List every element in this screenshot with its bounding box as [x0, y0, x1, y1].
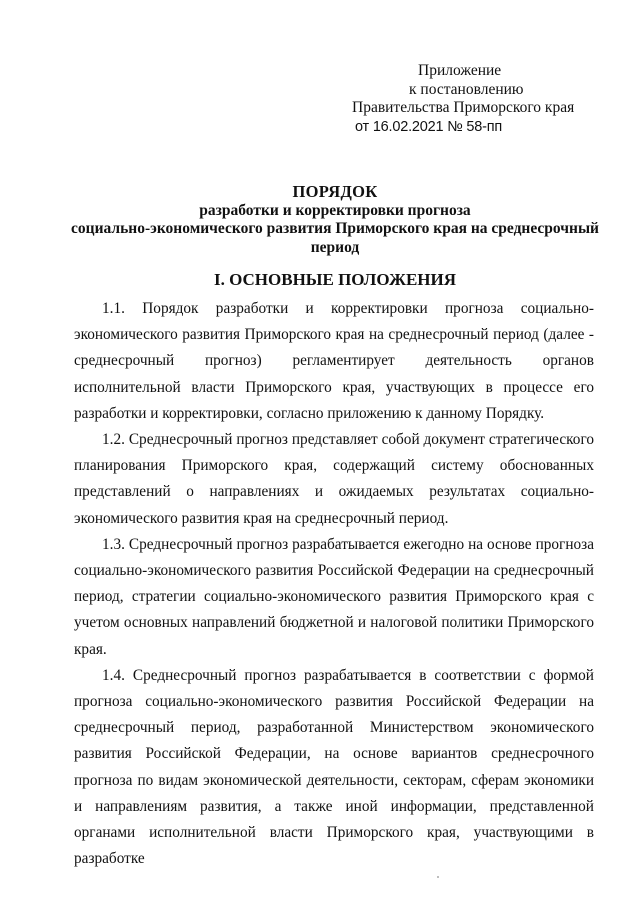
title-sub-3: период [310, 238, 360, 256]
document-body [74, 296, 594, 872]
appendix-resolution: к постановлению [409, 80, 524, 98]
scan-speck [437, 876, 439, 878]
section-heading: I. ОСНОВНЫЕ ПОЛОЖЕНИЯ [213, 270, 457, 289]
title-main: ПОРЯДОК [292, 182, 378, 201]
appendix-date-number: от 16.02.2021 № 58-пп [355, 118, 503, 135]
appendix-label: Приложение [418, 62, 502, 79]
paragraph-1-1: 1.1. Порядок разработки и корректировки прогноза социально-экономического развития Приморского края на среднесрочный период (далее - среднесрочный прогноз) регламентирует деятельность органов исполнительной власти Приморского края, участвующих в процессе его разработки и корректировки, согласно приложению к данному Порядку. [74, 300, 594, 422]
title-sub-2: социально-экономического развития Приморского края на среднесрочный [71, 220, 599, 237]
title-sub-1: разработки и корректировки прогноза [199, 201, 471, 219]
paragraph-1-2: 1.2. Среднесрочный прогноз представляет собой документ стратегического планирования Приморского края, содержащий систему обоснованных представлений о направлениях и ожидаемых результатах социально-экономического развития края на среднесрочный период. [74, 431, 594, 527]
paragraph-1-3: 1.3. Среднесрочный прогноз разрабатывается ежегодно на основе прогноза социально-экономического развития Российской Федерации на среднесрочный период, стратегии социально-экономического развития Приморского края с учетом основных направлений бюджетной и налоговой политики Приморского края. [74, 535, 594, 658]
appendix-government: Правительства Приморского края [352, 99, 575, 116]
appendix-block [352, 62, 592, 136]
document-title [70, 183, 600, 257]
paragraph-1-4: 1.4. Среднесрочный прогноз разрабатывается в соответствии с формой прогноза социально-экономического развития Российской Федерации на среднесрочный период, разработанной Министерством экономического развития Российской Федерации, на основе вариантов среднесрочного прогноза по видам экономической деятельности, секторам, сферам экономики и направлениям развития, а также иной информации, представленной органами исполнительной власти Приморского края, участвующими в разработке [74, 666, 594, 868]
